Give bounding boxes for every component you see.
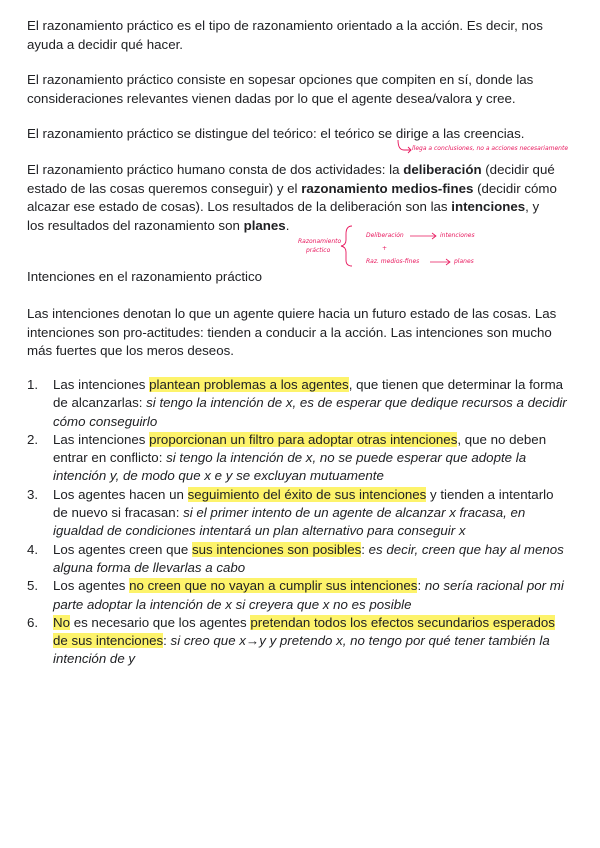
item-text: Los agentes bbox=[53, 578, 130, 594]
term-intenciones: intenciones bbox=[451, 199, 526, 214]
list-number: 4. bbox=[27, 541, 39, 557]
list-number: 5. bbox=[27, 578, 39, 594]
list-item bbox=[27, 431, 567, 486]
p4-text-i: . bbox=[285, 217, 290, 233]
paragraph-1: El razonamiento práctico es el tipo de razonamiento orientado a la acción. Es decir, nos ayuda a decidir qué hacer. bbox=[27, 18, 543, 52]
list-item bbox=[27, 541, 567, 578]
list-number: 2. bbox=[27, 431, 39, 447]
section-heading: Intenciones en el razonamiento práctico bbox=[27, 269, 263, 284]
p4-text-e: (decidir cómo alcazar ese estado de cosas). Los resultados de la deliberación son las bbox=[27, 180, 557, 214]
list-number: 6. bbox=[27, 614, 39, 630]
highlight: sus intenciones son posibles bbox=[191, 541, 362, 557]
item-text: Los agentes creen que bbox=[53, 541, 192, 557]
item-example: no sería racional por mi parte adoptar la intención de x si creyera que x no es posible bbox=[53, 578, 564, 612]
paragraph-4 bbox=[27, 161, 557, 235]
item-text: , que tienen que determinar la forma de alcanzarlas: bbox=[53, 377, 564, 411]
p4-text-g: , y los resultados del razonamiento son bbox=[27, 199, 540, 233]
p4-text-a: El razonamiento práctico humano consta de dos actividades: la bbox=[27, 162, 404, 177]
handwritten-label: Raz. medios-fines bbox=[366, 258, 420, 265]
item-text: : bbox=[417, 578, 425, 594]
list-item bbox=[27, 577, 567, 614]
arrow-icon bbox=[430, 259, 450, 265]
item-text: Las intenciones bbox=[53, 431, 150, 447]
item-text: : bbox=[361, 541, 369, 557]
handwritten-label: Deliberación bbox=[366, 232, 404, 239]
intentions-list bbox=[27, 376, 567, 669]
paragraph-2: El razonamiento práctico consiste en sopesar opciones que compiten en sí, donde las consideraciones relevantes vienen dadas por lo que el agente desea/valora y cree. bbox=[27, 72, 534, 106]
handwritten-label: Razonamiento bbox=[298, 238, 342, 245]
highlight: seguimiento del éxito de sus intenciones bbox=[187, 486, 427, 502]
list-item bbox=[27, 376, 567, 431]
list-item bbox=[27, 614, 567, 669]
handwritten-label: intenciones bbox=[440, 232, 475, 239]
paragraph-5: Las intenciones denotan lo que un agente quiere hacia un futuro estado de las cosas. Las intenciones son pro-actitudes: tienden a conducir a la acción. Las intenciones son mucho más fuertes que los meros deseos. bbox=[27, 306, 557, 358]
item-text: Los agentes hacen un bbox=[53, 486, 188, 502]
paragraph-3: El razonamiento práctico se distingue del teórico: el teórico se dirige a las creencias. bbox=[27, 126, 525, 141]
item-example: si tengo la intención de x, es de esperar que dedique recursos a decidir cómo conseguirlo bbox=[53, 395, 567, 429]
item-example: si el primer intento de un agente de alcanzar x fracasa, en igualdad de condiciones intentará un plan alternativo para conseguir x bbox=[53, 505, 526, 539]
handwritten-label: planes bbox=[454, 258, 474, 265]
list-number: 3. bbox=[27, 486, 39, 502]
term-razonamiento-medios-fines: razonamiento medios-fines bbox=[301, 180, 474, 196]
handwritten-label: práctico bbox=[306, 247, 331, 254]
item-example: si tengo la intención de x, no se puede esperar que adopte la intención y, de modo que x e y se excluyan mutuamente bbox=[53, 450, 527, 484]
term-deliberacion: deliberación bbox=[403, 162, 482, 177]
item-text: : bbox=[163, 633, 171, 649]
highlight: No bbox=[53, 614, 70, 630]
term-planes: planes bbox=[243, 217, 286, 233]
handwritten-label: + bbox=[382, 245, 388, 252]
highlight: no creen que no vayan a cumplir sus intenciones bbox=[129, 578, 418, 594]
list-item bbox=[27, 486, 567, 541]
highlight: plantean problemas a los agentes bbox=[149, 377, 349, 392]
item-text: es necesario que los agentes bbox=[70, 614, 251, 630]
item-text: Las intenciones bbox=[53, 377, 150, 392]
highlight: proporcionan un filtro para adoptar otras intenciones bbox=[149, 431, 458, 447]
item-text: , que no deben entrar en conflicto: bbox=[53, 431, 547, 466]
item-text: y tienden a intentarlo de nuevo si fracasan: bbox=[53, 486, 554, 521]
list-number: 1. bbox=[27, 377, 39, 392]
highlight: pretendan todos los efectos secundarios esperados de sus intenciones bbox=[53, 614, 555, 649]
handwritten-note: llega a conclusiones, no a acciones necesariamente bbox=[412, 145, 569, 152]
item-example: si creo que x→y y pretendo x, no tengo por qué tener también la intención de y bbox=[53, 633, 550, 667]
item-example: es decir, creen que hay al menos alguna forma de llevarlas a cabo bbox=[53, 541, 564, 575]
p4-text-c: (decidir qué estado de las cosas queremos conseguir) y el bbox=[27, 162, 555, 196]
